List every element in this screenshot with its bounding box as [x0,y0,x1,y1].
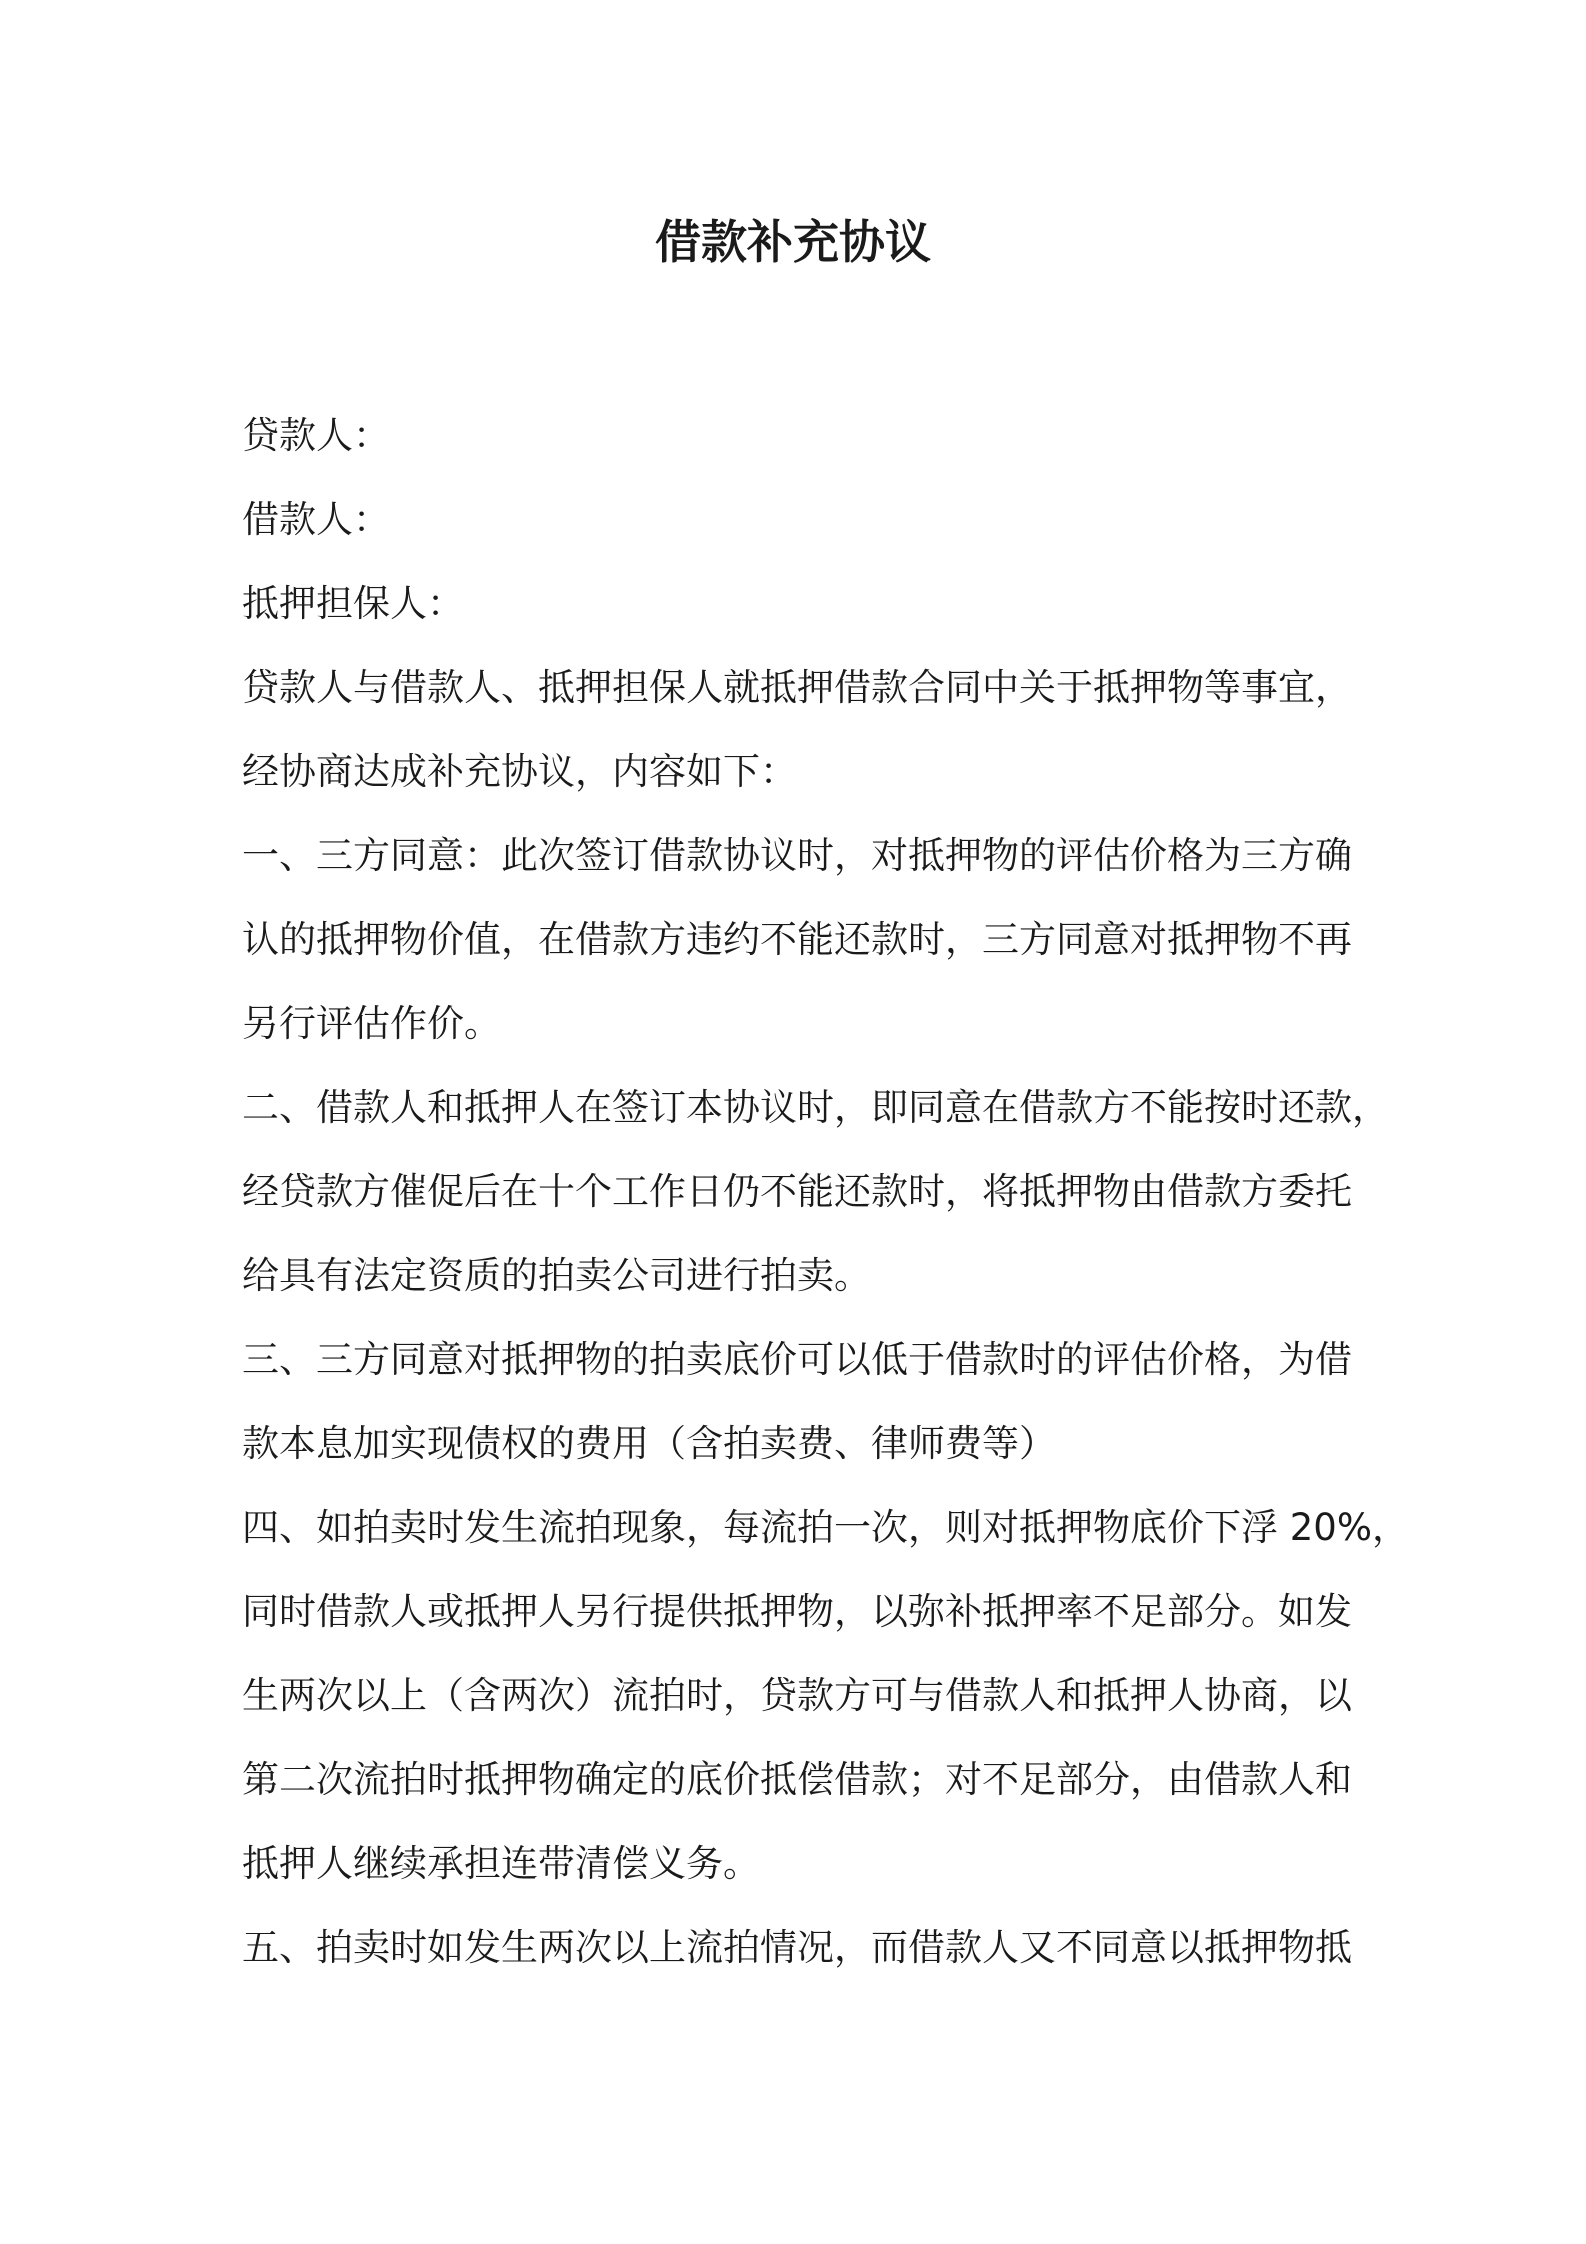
clause-2-line: 二、借款人和抵押人在签订本协议时，即同意在借款方不能按时还款， [242,1086,1389,1129]
clause-1-line: 另行评估作价。 [242,1002,501,1045]
clause-1-line: 认的抵押物价值，在借款方违约不能还款时，三方同意对抵押物不再 [242,918,1352,961]
lender-label: 贷款人： [242,414,390,457]
document-title: 借款补充协议 [655,215,931,269]
clause-4-line: 生两次以上（含两次）流拍时，贷款方可与借款人和抵押人协商，以 [242,1674,1352,1717]
clause-4-line: 同时借款人或抵押人另行提供抵押物，以弥补抵押率不足部分。如发 [242,1590,1352,1633]
clause-3-line: 三、三方同意对抵押物的拍卖底价可以低于借款时的评估价格，为借 [242,1338,1352,1381]
clause-1-line: 一、三方同意：此次签订借款协议时，对抵押物的评估价格为三方确 [242,834,1352,877]
clause-2-line: 经贷款方催促后在十个工作日仍不能还款时，将抵押物由借款方委托 [242,1170,1352,1213]
borrower-label: 借款人： [242,498,390,541]
guarantor-label: 抵押担保人： [242,582,464,625]
paragraph-line: 经协商达成补充协议，内容如下： [242,750,797,793]
clause-3-line: 款本息加实现债权的费用（含拍卖费、律师费等） [242,1422,1056,1465]
clause-4-line: 四、如拍卖时发生流拍现象，每流拍一次，则对抵押物底价下浮 20%， [242,1506,1409,1549]
clause-4-line: 第二次流拍时抵押物确定的底价抵偿借款；对不足部分，由借款人和 [242,1758,1352,1801]
clause-4-line: 抵押人继续承担连带清偿义务。 [242,1842,760,1885]
clause-5-line: 五、拍卖时如发生两次以上流拍情况，而借款人又不同意以抵押物抵 [242,1926,1352,1969]
paragraph-line: 贷款人与借款人、抵押担保人就抵押借款合同中关于抵押物等事宜， [242,666,1352,709]
clause-2-line: 给具有法定资质的拍卖公司进行拍卖。 [242,1254,871,1297]
